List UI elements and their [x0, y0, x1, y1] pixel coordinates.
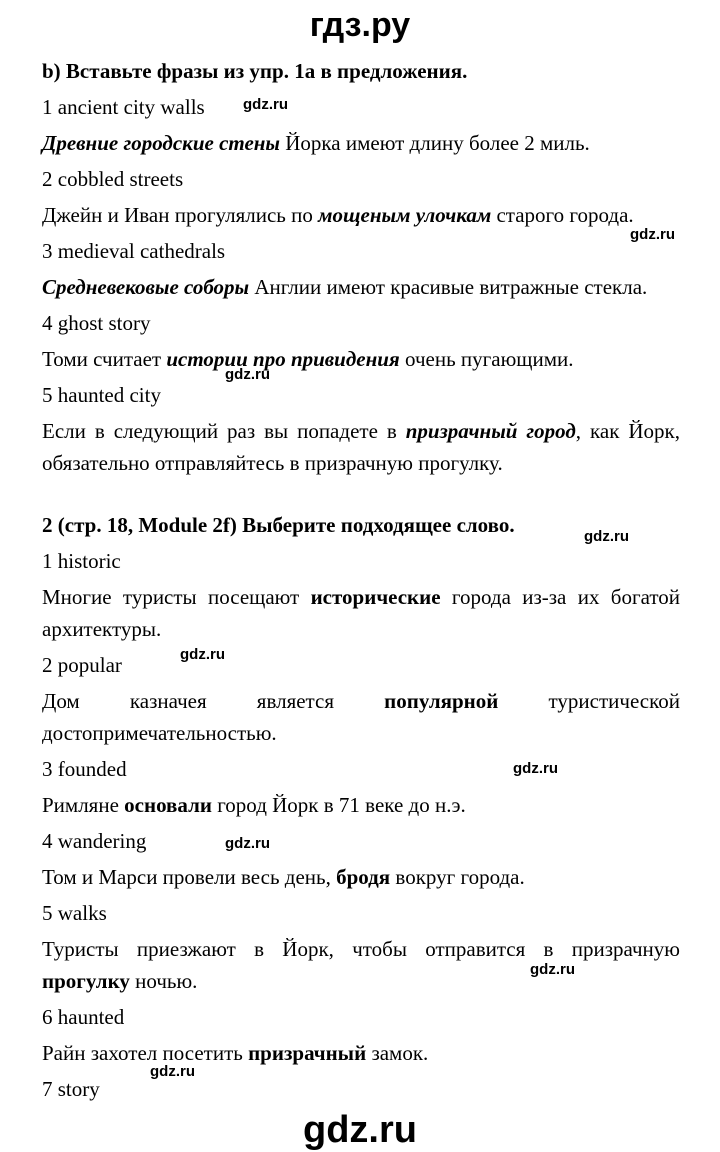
- gdz-watermark: gdz.ru: [243, 96, 288, 113]
- answer-rest: старого города.: [491, 203, 634, 227]
- answer-text: [42, 343, 680, 375]
- answer-rest: замок.: [366, 1041, 429, 1065]
- answer-rest: ночью.: [129, 969, 198, 993]
- exercise-item-term: 1 ancient city walls: [42, 95, 205, 119]
- answer-lead: Туристы приезжают в Йорк, чтобы отправится в призрачную: [42, 937, 680, 961]
- answer-text: [42, 127, 680, 159]
- exercise-item-term: 5 walks: [42, 901, 107, 925]
- answer-lead: Том и Марси провели весь день,: [42, 865, 337, 889]
- answer-highlight: истории про привидения: [166, 347, 400, 371]
- answer-text: [42, 199, 680, 231]
- answer-highlight: исторические: [310, 585, 441, 609]
- answer-lead: Римляне: [42, 793, 125, 817]
- exercise-item-term: 6 haunted: [42, 1005, 125, 1029]
- exercise-item-term: 2 popular: [42, 653, 122, 677]
- answer-highlight: мощеным улочкам: [318, 203, 492, 227]
- answer-highlight: Средневековые соборы: [42, 275, 250, 299]
- answer-text: [42, 789, 680, 821]
- answer-lead: Джейн и Иван прогулялись по: [42, 203, 319, 227]
- answer-rest: очень пугающими.: [399, 347, 574, 371]
- answer-rest: , как Йорк, обязательно отправляйтесь в призрачную прогулку.: [42, 419, 680, 475]
- gdz-watermark: gdz.ru: [513, 760, 558, 777]
- answer-text: [42, 685, 680, 749]
- answer-text: [42, 415, 680, 479]
- gdz-watermark: gdz.ru: [180, 646, 225, 663]
- answer-text: [42, 861, 680, 893]
- site-logo-top: гдз.ру: [309, 6, 411, 44]
- answer-highlight: Древние городские стены: [42, 131, 280, 155]
- gdz-watermark: gdz.ru: [225, 835, 270, 852]
- exercise-item-term: 7 story: [42, 1077, 100, 1101]
- answer-lead: Если в следующий раз вы попадете в: [42, 419, 406, 443]
- answer-rest: Йорка имеют длину более 2 миль.: [280, 131, 590, 155]
- gdz-watermark: gdz.ru: [225, 366, 270, 383]
- answer-text: [42, 271, 680, 303]
- exercise-item-term: 3 medieval cathedrals: [42, 239, 226, 263]
- answer-lead: Райн захотел посетить: [42, 1041, 249, 1065]
- document-body: [0, 45, 720, 1105]
- exercise-item-term: 1 historic: [42, 549, 121, 573]
- exercise-item-term: 3 founded: [42, 757, 127, 781]
- exercise-item-term: 4 ghost story: [42, 311, 151, 335]
- gdz-watermark: gdz.ru: [584, 528, 629, 545]
- exercise-item-term: 2 cobbled streets: [42, 167, 184, 191]
- gdz-watermark: gdz.ru: [630, 226, 675, 243]
- answer-text: [42, 1037, 680, 1069]
- exercise-item-term: 5 haunted city: [42, 383, 161, 407]
- answer-rest: Англии имеют красивые витражные стекла.: [249, 275, 648, 299]
- answer-highlight: бродя: [336, 865, 391, 889]
- answer-lead: Дом казначея является: [42, 689, 385, 713]
- site-logo-bottom: gdz.ru: [303, 1109, 417, 1151]
- answer-highlight: прогулку: [42, 969, 130, 993]
- answer-rest: вокруг города.: [390, 865, 525, 889]
- answer-text: [42, 933, 680, 997]
- answer-highlight: призрачный: [248, 1041, 367, 1065]
- answer-rest: город Йорк в 71 веке до н.э.: [211, 793, 466, 817]
- exercise-b-heading: b) Вставьте фразы из упр. 1а в предложения.: [42, 59, 468, 83]
- answer-text: [42, 581, 680, 645]
- answer-rest: города из-за их богатой архитектуры.: [42, 585, 680, 641]
- exercise-2-heading: 2 (стр. 18, Module 2f) Выберите подходящее слово.: [42, 513, 515, 537]
- answer-highlight: популярной: [384, 689, 499, 713]
- answer-rest: туристической достопримечательностью.: [42, 689, 680, 745]
- gdz-watermark: gdz.ru: [530, 961, 575, 978]
- answer-highlight: основали: [124, 793, 212, 817]
- answer-lead: Томи считает: [42, 347, 167, 371]
- exercise-item-term: 4 wandering: [42, 829, 147, 853]
- gdz-watermark: gdz.ru: [150, 1063, 195, 1080]
- answer-lead: Многие туристы посещают: [42, 585, 311, 609]
- answer-highlight: призрачный город: [405, 419, 576, 443]
